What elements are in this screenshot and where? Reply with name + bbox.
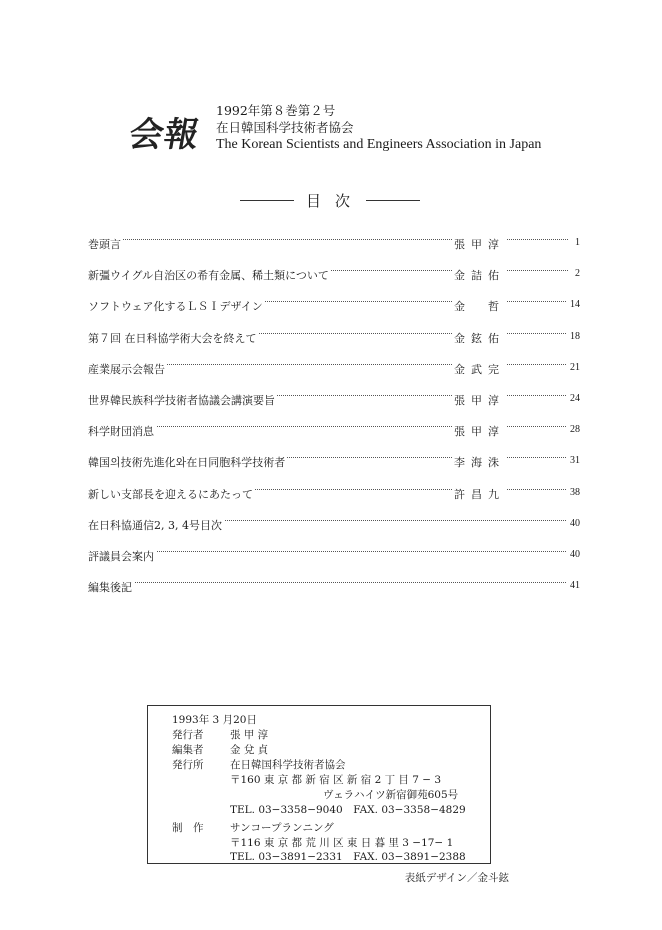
- toc-row: [88, 294, 580, 325]
- toc-title: 産業展示会報告: [88, 362, 165, 376]
- toc-title: 韓国의技術先進化와在日同胞科学技術者: [88, 456, 286, 470]
- publisher-label: 発行者: [172, 729, 204, 741]
- toc-title: 巻頭言: [88, 238, 121, 251]
- toc-title: 評議員会案内: [88, 549, 154, 563]
- toc-page-number: 28: [567, 424, 580, 435]
- toc-author: 金鉉佑: [454, 331, 505, 345]
- issue-number: 1992年第８巻第２号: [216, 103, 336, 118]
- toc-row: [88, 450, 580, 481]
- editor-name: 金 兌 貞: [230, 744, 269, 756]
- leader-dots: [88, 551, 568, 552]
- toc-page-number: 40: [567, 518, 580, 529]
- toc-row: [88, 513, 580, 544]
- toc-page-number: 24: [567, 393, 580, 404]
- toc-author: 張甲淳: [454, 393, 505, 407]
- organization-name-en: The Korean Scientists and Engineers Association in Japan: [216, 137, 542, 152]
- toc-page-number: 21: [567, 362, 580, 373]
- toc-title: ソフトウェア化するＬＳＩデザイン: [88, 300, 263, 314]
- journal-logo: 会報: [125, 115, 203, 155]
- publication-date: 1993年 3 月20日: [172, 714, 257, 726]
- heading-rule-left: [240, 200, 294, 201]
- office-address: 〒160 東 京 都 新 宿 区 新 宿 2 丁 目 7 − 3: [230, 774, 442, 786]
- toc-page-number: 38: [567, 487, 580, 498]
- toc-author: 張甲淳: [454, 425, 505, 439]
- production-phone-fax: TEL. 03−3891−2331 FAX. 03−3891−2388: [230, 851, 466, 863]
- publisher-name: 張 甲 淳: [230, 729, 269, 741]
- leader-dots: [88, 582, 568, 583]
- toc-page-number: 40: [567, 549, 580, 560]
- toc-page-number: 14: [567, 299, 580, 310]
- cover-design-credit: 表紙デザイン／金斗鉉: [404, 872, 509, 884]
- production-address: 〒116 東 京 都 荒 川 区 東 日 暮 里 3 −17− 1: [230, 837, 454, 849]
- toc-title: 在日科協通信2, 3, 4号目次: [88, 518, 222, 532]
- toc-row: [88, 263, 580, 294]
- toc-author: 張甲淳: [454, 238, 505, 251]
- toc-author: 金武完: [454, 362, 505, 376]
- toc-page-number: 18: [567, 331, 580, 342]
- toc-title: 科学財団消息: [88, 425, 154, 439]
- production-label: 制 作: [172, 822, 204, 834]
- toc-title: 新しい支部長を迎えるにあたって: [88, 487, 253, 501]
- heading-rule-right: [366, 200, 420, 201]
- toc-row: [88, 419, 580, 450]
- toc-row: [88, 575, 580, 606]
- toc-author: 許昌九: [454, 487, 505, 501]
- office-building: ヴェラハイツ新宿御苑605号: [323, 789, 459, 801]
- toc-page-number: 2: [572, 268, 580, 279]
- office-phone-fax: TEL. 03−3358−9040 FAX. 03−3358−4829: [230, 804, 466, 816]
- office-name: 在日韓国科学技術者協会: [230, 759, 346, 771]
- publication-info-box: [147, 705, 491, 864]
- toc-row: [88, 326, 580, 357]
- toc-title: 世界韓民族科学技術者協議会講演要旨: [88, 393, 275, 407]
- editor-label: 編集者: [172, 744, 204, 756]
- toc-row: [88, 357, 580, 388]
- contents-heading: [240, 190, 420, 211]
- toc-page-number: 1: [572, 237, 580, 248]
- toc-page-number: 31: [567, 455, 580, 466]
- contents-title: 目次: [305, 192, 364, 210]
- toc-page-number: 41: [567, 580, 580, 591]
- toc-author: 金 哲: [454, 300, 505, 314]
- production-name: サンコープランニング: [230, 822, 334, 834]
- organization-name-jp: 在日韓国科学技術者協会: [216, 120, 354, 135]
- toc-row: [88, 232, 580, 263]
- office-label: 発行所: [172, 759, 204, 771]
- toc-title: 第７回 在日科協学術大会を終えて: [88, 331, 257, 345]
- toc-author: 金詰佑: [454, 269, 505, 283]
- toc-row: [88, 388, 580, 419]
- toc-title: 新彊ウイグル自治区の希有金属、稀土類について: [88, 269, 329, 283]
- toc-author: 李海洙: [454, 456, 505, 470]
- toc-row: [88, 482, 580, 513]
- table-of-contents: [88, 232, 580, 606]
- toc-title: 編集後記: [88, 581, 132, 595]
- toc-row: [88, 544, 580, 575]
